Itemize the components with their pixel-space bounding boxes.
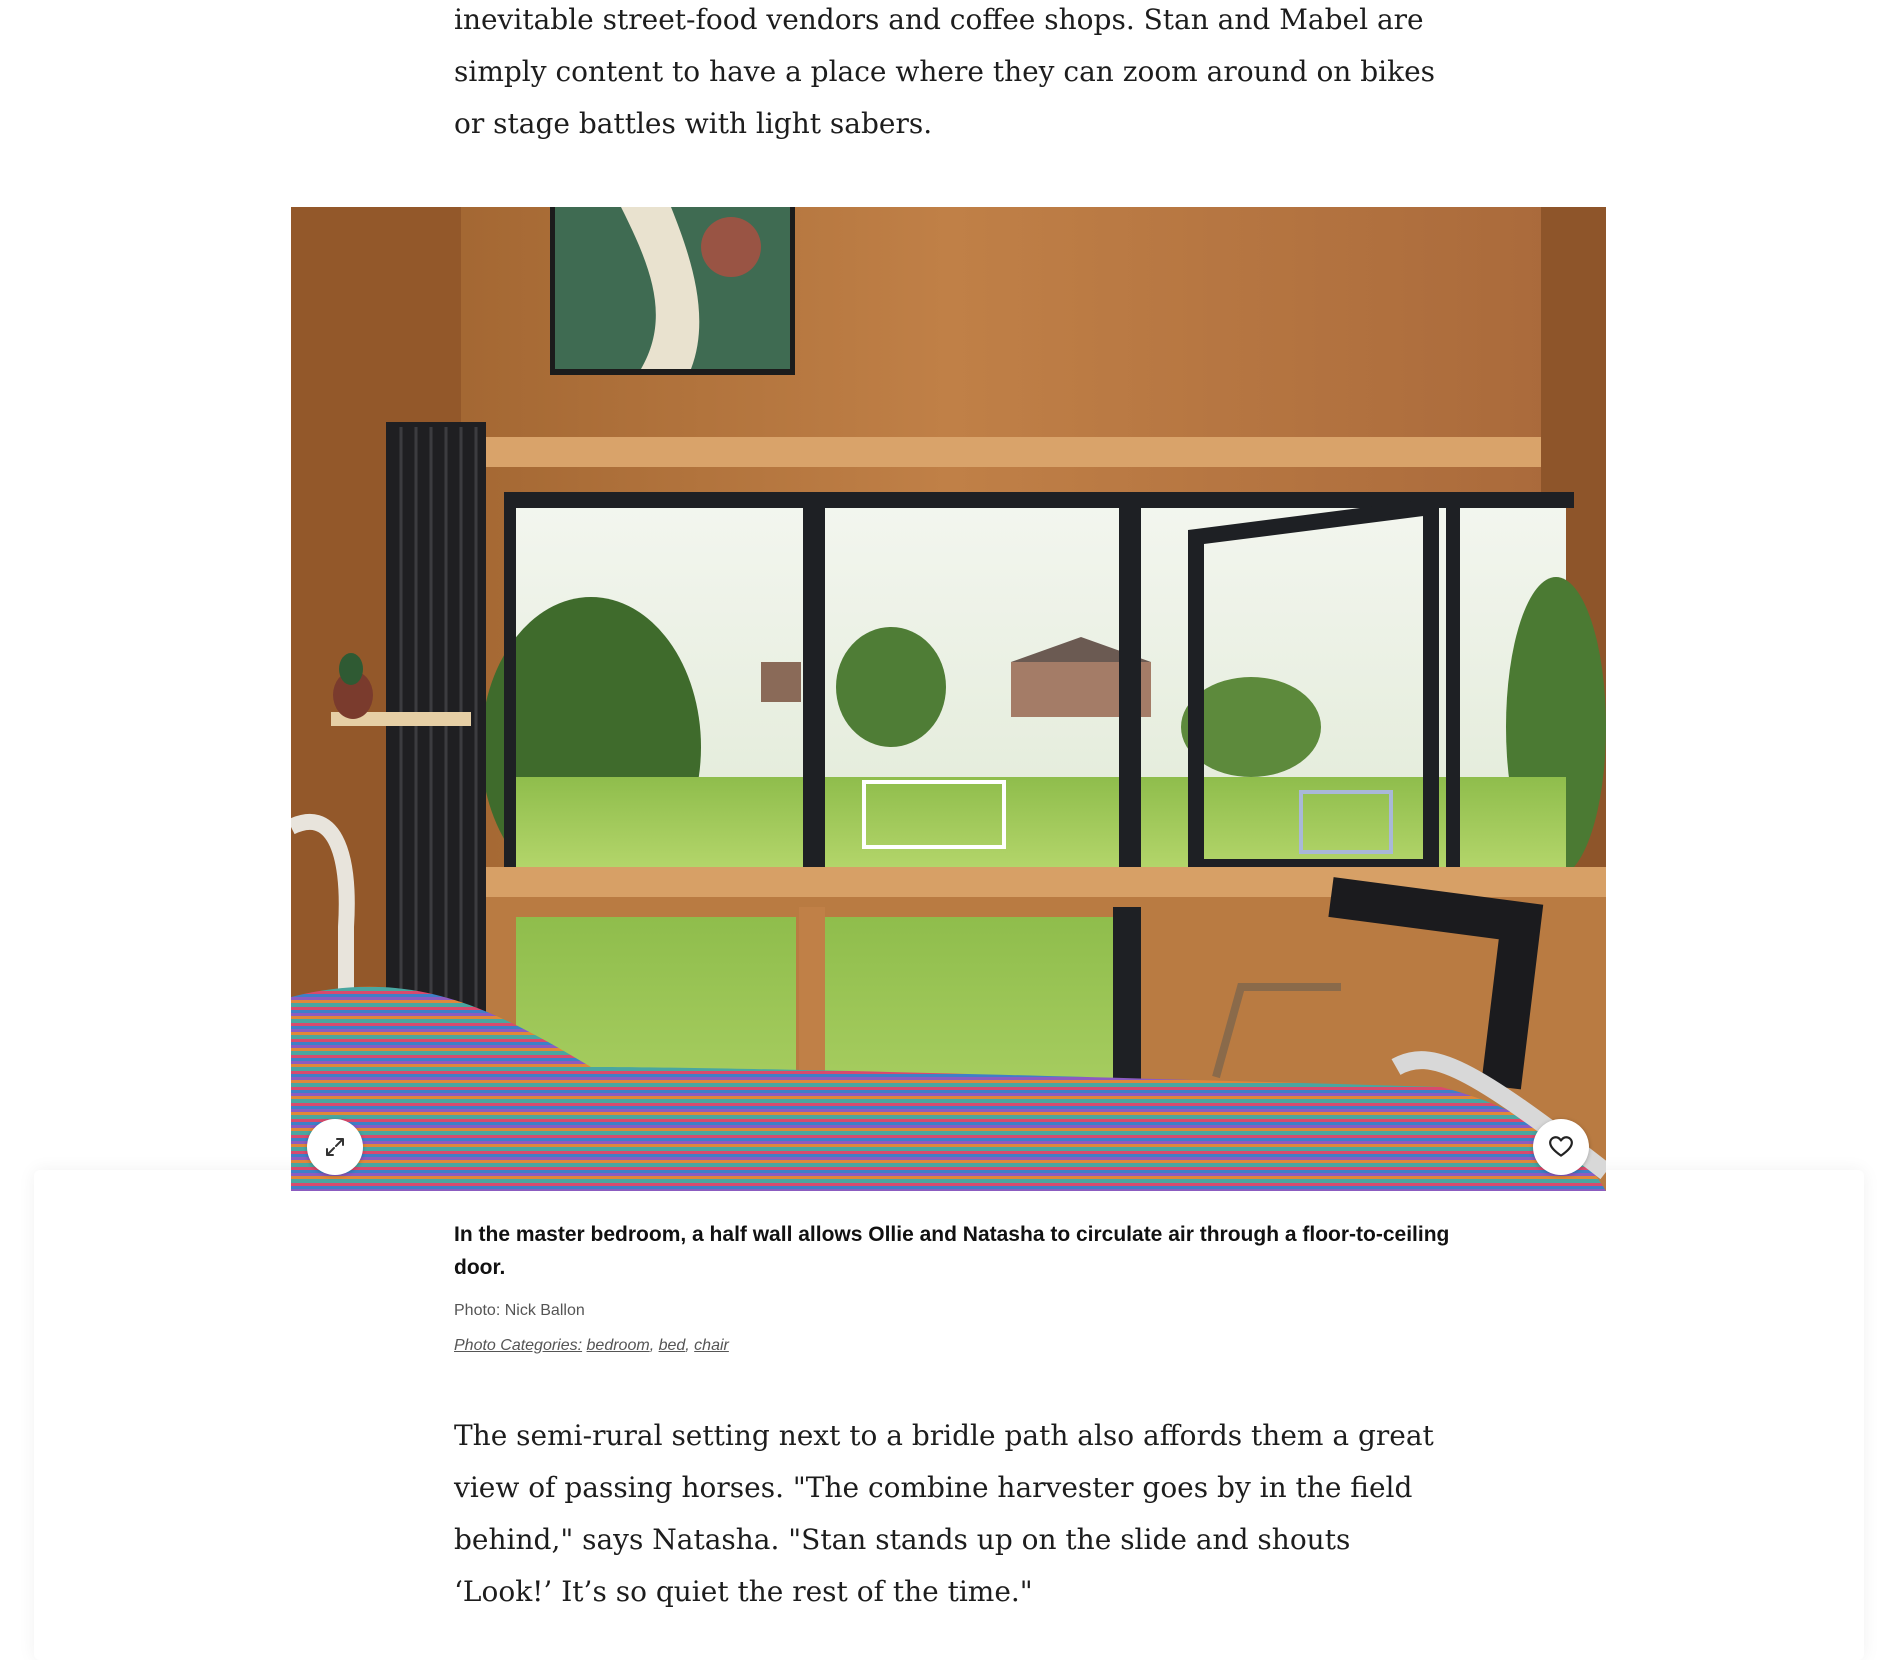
photo-credit: Photo: Nick Ballon xyxy=(454,1302,585,1319)
category-link-chair[interactable]: chair xyxy=(694,1337,729,1354)
article-paragraph: The semi-rural setting next to a bridle path also affords them a great view of passing horses. "The combine harvester goes by in the field behind," says Natasha. "Stan stands up on the slide and shouts ‘Look!’ It’s so quiet the rest of the time." xyxy=(454,1419,1434,1608)
photo-caption: In the master bedroom, a half wall allows Ollie and Natasha to circulate air through a floor-to-ceiling door. xyxy=(454,1223,1450,1279)
category-separator: , xyxy=(649,1337,659,1354)
photo-categories xyxy=(454,1337,729,1355)
expand-photo-button[interactable] xyxy=(307,1119,363,1175)
category-link-bed[interactable]: bed xyxy=(658,1337,686,1354)
category-link-bedroom[interactable]: bedroom xyxy=(586,1337,650,1354)
category-separator: , xyxy=(685,1337,695,1354)
article-paragraph: inevitable street-food vendors and coffee shops. Stan and Mabel are simply content to have a place where they can zoom around on bikes or stage battles with light sabers. xyxy=(454,3,1436,140)
photo-categories-label[interactable]: Photo Categories: xyxy=(454,1337,583,1354)
save-photo-button[interactable] xyxy=(1533,1119,1589,1175)
heart-icon xyxy=(1548,1134,1574,1160)
expand-arrows-icon xyxy=(323,1135,347,1159)
article-photo xyxy=(291,207,1606,1191)
